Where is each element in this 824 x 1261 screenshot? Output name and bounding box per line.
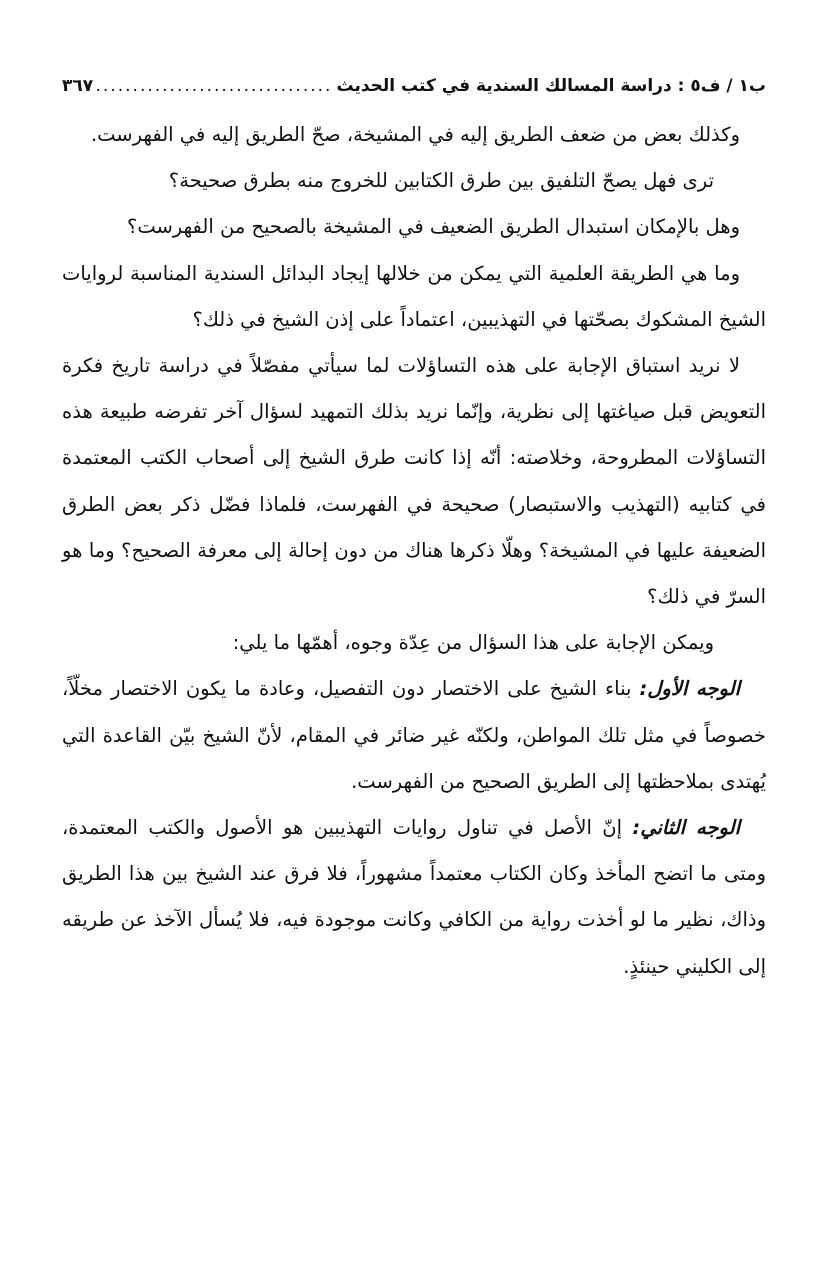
paragraph-text: وهل بالإمكان استبدال الطريق الضعيف في المشيخة بالصحيح من الفهرست؟ bbox=[126, 215, 740, 239]
section-lead-second-aspect: الوجه الثاني: bbox=[632, 816, 740, 840]
body-text bbox=[62, 112, 766, 990]
paragraph-text: ترى فهل يصحّ التلفيق بين طرق الكتابين للخروج منه بطرق صحيحة؟ bbox=[168, 169, 714, 193]
book-page bbox=[62, 66, 766, 990]
paragraph-3 bbox=[62, 204, 766, 250]
chapter-title: ب١ / ف٥ : دراسة المسالك السندية في كتب الحديث bbox=[336, 76, 766, 96]
paragraph-8 bbox=[62, 805, 766, 990]
paragraph-5 bbox=[62, 343, 766, 620]
paragraph-6 bbox=[62, 620, 766, 666]
paragraph-text: وما هي الطريقة العلمية التي يمكن من خلالها إيجاد البدائل السندية المناسبة لروايات الشيخ المشكوك بصحّتها في التهذيبين، اعتماداً على إذن الشيخ في ذلك؟ bbox=[62, 261, 766, 331]
header-leader-dots bbox=[97, 66, 332, 106]
paragraph-text: لا نريد استباق الإجابة على هذه التساؤلات لما سيأتي مفصّلاً في دراسة تاريخ فكرة التعويض قبل صياغتها إلى نظرية، وإنّما نريد بذلك التمهيد لسؤال آخر تفرضه طبيعة هذه التساؤلات المطروحة، وخلاصته: أنّه إذا كانت طرق الشيخ إلى أصحاب الكتب المعتمدة في كتابيه (التهذيب والاستبصار) صحيحة في الفهرست، فلماذا فضّل ذكر بعض الطرق الضعيفة عليها في المشيخة؟ وهلّا ذكرها هناك من دون إحالة إلى معرفة الصحيح؟ وما هو السرّ في ذلك؟ bbox=[62, 354, 766, 609]
paragraph-7 bbox=[62, 666, 766, 805]
paragraph-4 bbox=[62, 251, 766, 343]
paragraph-text: إنّ الأصل في تناول روايات التهذيبين هو الأصول والكتب المعتمدة، ومتى ما اتضح المأخذ وكان الكتاب معتمداً مشهوراً، فلا فرق عند الشيخ بين هذا الطريق وذاك، نظير ما لو أخذت رواية من الكافي وكانت موجودة فيه، فلا يُسأل الآخذ عن طريقه إلى الكليني حينئذٍ. bbox=[62, 816, 766, 978]
paragraph-2 bbox=[62, 158, 766, 204]
section-lead-first-aspect: الوجه الأول: bbox=[639, 677, 740, 701]
paragraph-text: ويمكن الإجابة على هذا السؤال من عِدّة وجوه، أهمّها ما يلي: bbox=[232, 631, 714, 655]
paragraph-text: وكذلك بعض من ضعف الطريق إليه في المشيخة، صحّ الطريق إليه في الفهرست. bbox=[90, 123, 740, 146]
paragraph-text: بناء الشيخ على الاختصار دون التفصيل، وعادة ما يكون الاختصار مخلّاً، خصوصاً في مثل تلك المواطن، ولكنّه غير ضائر في المقام، لأنّ الشيخ بيّن القاعدة التي يُهتدى بملاحظتها إلى الطريق الصحيح من الفهرست. bbox=[62, 677, 766, 793]
page-number: ٣٦٧ bbox=[62, 76, 94, 96]
running-header bbox=[62, 66, 766, 106]
paragraph-1 bbox=[62, 112, 766, 158]
